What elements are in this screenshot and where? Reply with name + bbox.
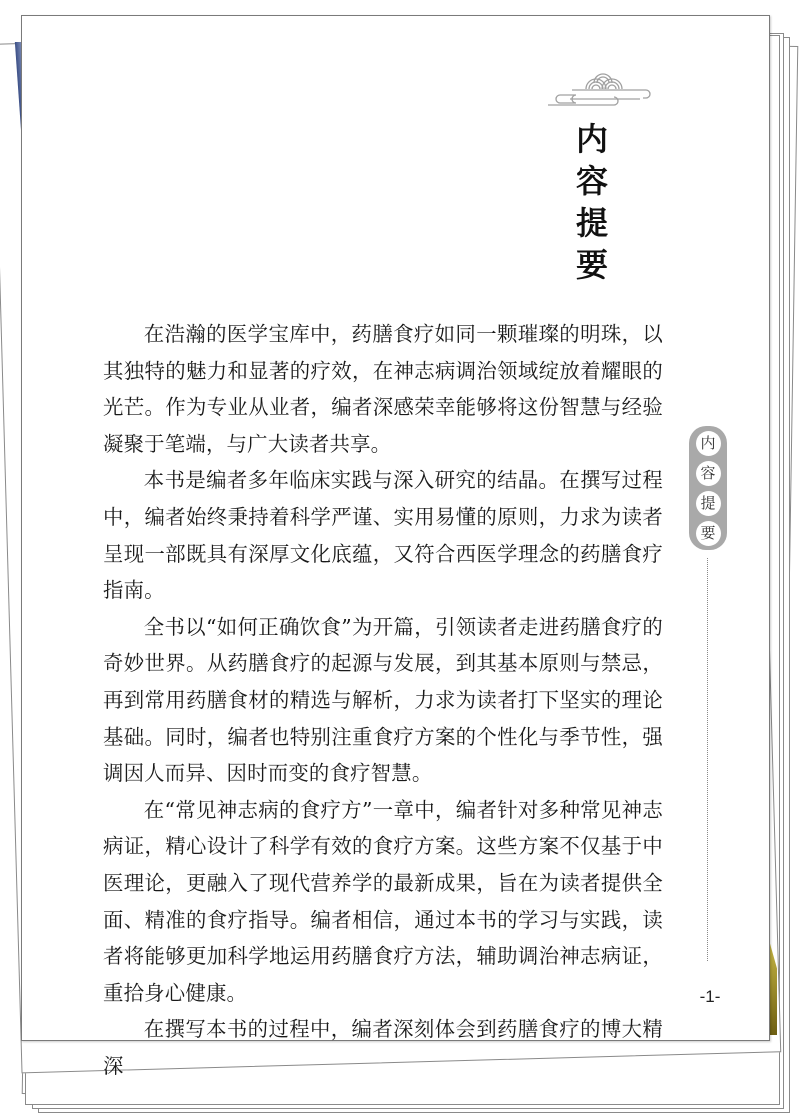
cloud-ornament-icon — [546, 67, 656, 107]
section-title — [572, 118, 612, 286]
title-char: 内 — [575, 120, 608, 158]
side-section-tab — [689, 426, 727, 550]
side-tab-char: 内 — [696, 431, 721, 456]
body-text — [103, 316, 663, 1084]
paragraph: 在“常见神志病的食疗方”一章中，编者针对多种常见神志病证，精心设计了科学有效的食疗方案。这些方案不仅基于中医理论，更融入了现代营养学的最新成果，旨在为读者提供全面、精准的食疗指导。编者相信，通过本书的学习与实践，读者将能够更加科学地运用药膳食疗方法，辅助调治神志病证，重拾身心健康。 — [103, 797, 663, 1005]
paragraph: 在浩瀚的医学宝库中，药膳食疗如同一颗璀璨的明珠，以其独特的魅力和显著的疗效，在神志病调治领域绽放着耀眼的光芒。作为专业从业者，编者深感荣幸能够将这份智慧与经验凝聚于笔端，与广大读者共享。 — [103, 322, 663, 456]
title-char: 提 — [575, 204, 608, 242]
title-char: 容 — [575, 162, 608, 200]
title-char: 要 — [575, 246, 608, 284]
side-tab-char: 提 — [696, 491, 721, 516]
side-tab-char: 要 — [696, 521, 721, 546]
side-tab-char: 容 — [696, 461, 721, 486]
page-number: -1- — [699, 987, 721, 1006]
paragraph: 本书是编者多年临床实践与深入研究的结晶。在撰写过程中，编者始终秉持着科学严谨、实用易懂的原则，力求为读者呈现一部既具有深厚文化底蕴，又符合西医学理念的药膳食疗指南。 — [103, 468, 663, 603]
paragraph: 在撰写本书的过程中，编者深刻体会到药膳食疗的博大精深 — [103, 1017, 663, 1078]
dotted-divider — [707, 558, 708, 961]
paragraph: 全书以“如何正确饮食”为开篇，引领读者走进药膳食疗的奇妙世界。从药膳食疗的起源与发展，到其基本原则与禁忌，再到常用药膳食材的精选与解析，力求为读者打下坚实的理论基础。同时，编者也特别注重食疗方案的个性化与季节性，强调因人而异、因时而变的食疗智慧。 — [103, 614, 663, 786]
